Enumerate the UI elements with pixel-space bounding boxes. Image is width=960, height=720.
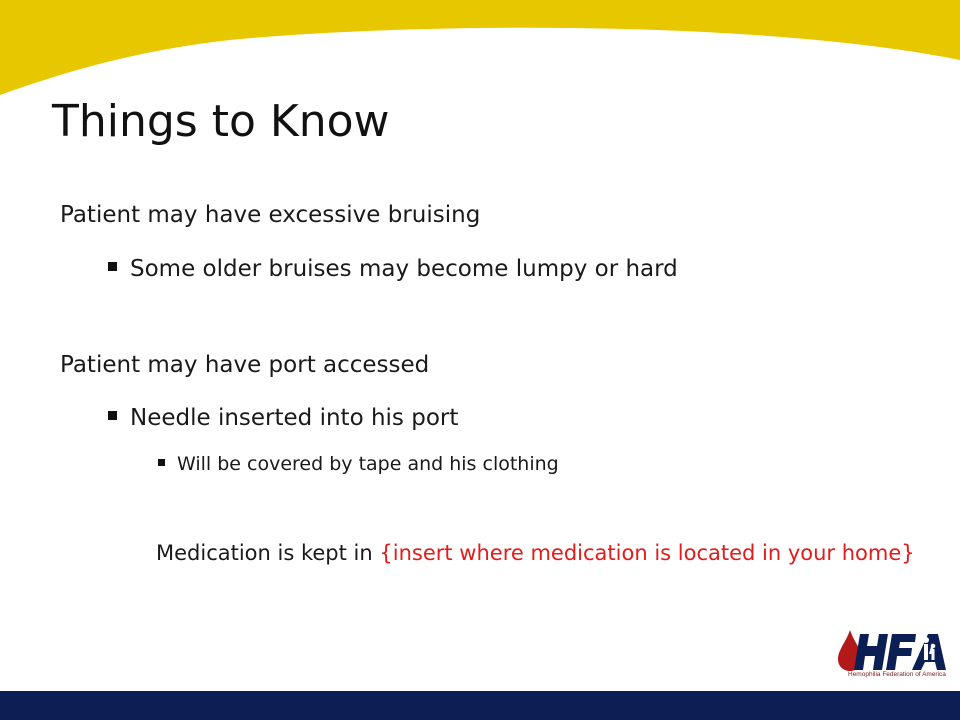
square-bullet-icon xyxy=(108,262,117,271)
bullet-level1-port xyxy=(60,352,429,378)
bullet-level2-needle xyxy=(108,405,458,431)
slide-title: Things to Know xyxy=(52,96,390,147)
top-swoosh-decoration xyxy=(0,0,960,110)
note-placeholder-highlight: {insert where medication is located in your home} xyxy=(379,541,915,565)
note-prefix: Medication is kept in xyxy=(156,541,380,565)
medication-location-note xyxy=(156,538,916,568)
logo-tagline: Hemophilia Federation of America xyxy=(848,671,946,678)
bullet-text: Patient may have excessive bruising xyxy=(60,202,481,228)
bullet-level2-older-bruises xyxy=(108,256,678,282)
bullet-level3-tape xyxy=(158,453,559,475)
bullet-text: Patient may have port accessed xyxy=(60,352,430,378)
bullet-text: Needle inserted into his port xyxy=(130,405,459,431)
bottom-bar xyxy=(0,691,960,720)
square-bullet-icon xyxy=(158,459,165,466)
bullet-text: Will be covered by tape and his clothing xyxy=(177,453,559,475)
square-bullet-icon xyxy=(108,411,117,420)
bullet-text: Some older bruises may become lumpy or hard xyxy=(130,256,678,282)
bullet-level1-bruising xyxy=(60,202,480,228)
